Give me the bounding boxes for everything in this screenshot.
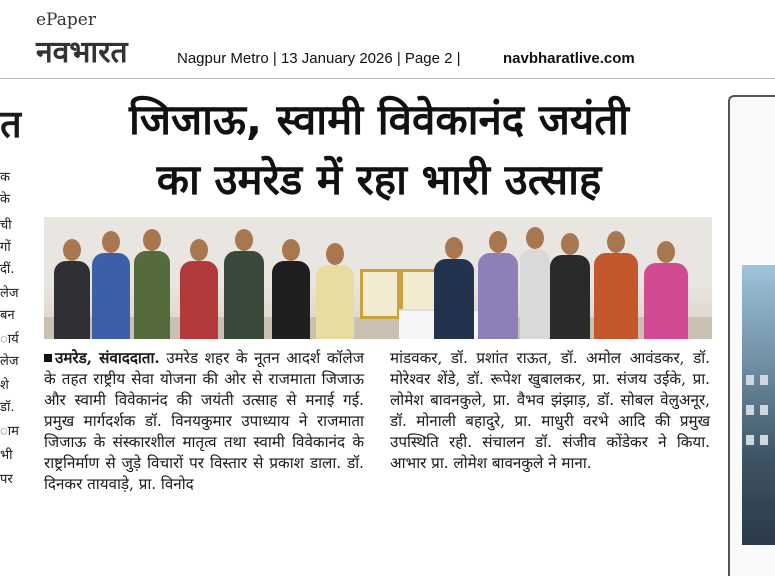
- headline-line-1: जिजाऊ, स्वामी विवेकानंद जयंती: [128, 95, 630, 144]
- left-line: के: [0, 192, 10, 207]
- photo-person: [92, 253, 130, 339]
- dateline: उमरेड, संवाददाता.: [55, 349, 160, 367]
- photo-person: [434, 259, 474, 339]
- photo-person: [272, 261, 310, 339]
- left-line: बन: [0, 308, 15, 323]
- bullet-square-icon: [44, 354, 52, 362]
- column-2-text: मांडवकर, डॉ. प्रशांत राऊत, डॉ. अमोल आवंडकर, डॉ. मोरेश्वर शेंडे, डॉ. रूपेश खुबालकर, प्रा. संजय उईके, प्रा. लोमेश बावनकुले, प्रा. वैभव झंझाड़, डॉ. सोबल वेलुअनूर, डॉ. मोनाली बहादुरे, प्रा. माधुरी वरभे आदि की प्रमुख उपस्थिति रही. संचालन डॉ. संजीव कोंडेकर ने किया. आभार प्रा. लोमेश बावनकुले ने माना.: [390, 349, 710, 472]
- portrait-frame: [360, 269, 400, 319]
- left-line: शे: [0, 378, 9, 393]
- left-line: लेज: [0, 286, 19, 301]
- photo-person: [316, 265, 354, 339]
- photo-person: [520, 249, 550, 339]
- photo-person: [134, 251, 170, 339]
- left-line: लेज: [0, 354, 19, 369]
- left-line: क: [0, 170, 10, 185]
- previous-article-fragment: [0, 79, 22, 574]
- left-line: ाम: [0, 424, 19, 439]
- left-line: भी: [0, 448, 13, 463]
- left-line: दीं.: [0, 262, 15, 277]
- article-column-2: [390, 348, 710, 474]
- left-heading-fragment: त: [0, 102, 22, 146]
- left-line: ची: [0, 218, 12, 233]
- brand-small-text: ePaper: [36, 10, 96, 30]
- photo-person: [478, 253, 518, 339]
- brand-logo: नवभारत: [36, 35, 128, 70]
- photo-person: [224, 251, 264, 339]
- left-line: डॉ.: [0, 400, 15, 415]
- column-1-text: उमरेड शहर के नूतन आदर्श कॉलेज के तहत राष्ट्रीय सेवा योजना की ओर से राजमाता जिजाऊ और स्वामी विवेकानंद की जयंती उत्साह से मनाई गई. प्रमुख मार्गदर्शक डॉ. विनयकुमार उपाध्याय ने राजमाता जिजाऊ के संस्कारशील मातृत्व तथा स्वामी विवेकानंद के राष्ट्रनिर्माण से जुड़े विचारों पर विस्तार से प्रकाश डाला. डॉ. दिनकर तायवाड़े, प्रा. विनोद: [44, 349, 364, 493]
- photo-person: [594, 253, 638, 339]
- group-photo: [44, 217, 712, 339]
- article-column-1: [44, 348, 364, 495]
- photo-person: [644, 263, 688, 339]
- edition-meta: Nagpur Metro | 13 January 2026 | Page 2 |: [177, 50, 461, 67]
- header-divider: [0, 78, 775, 79]
- left-line: पर: [0, 472, 13, 487]
- photo-person: [550, 255, 590, 339]
- masthead: [0, 0, 775, 78]
- photo-person: [180, 261, 218, 339]
- left-line: ार्य: [0, 332, 19, 347]
- headline-line-2: का उमरेड में रहा भारी उत्साह: [156, 155, 602, 204]
- left-line: गों: [0, 240, 11, 255]
- adjacent-article-image: [742, 265, 775, 545]
- site-link[interactable]: navbharatlive.com: [503, 50, 635, 67]
- photo-person: [54, 261, 90, 339]
